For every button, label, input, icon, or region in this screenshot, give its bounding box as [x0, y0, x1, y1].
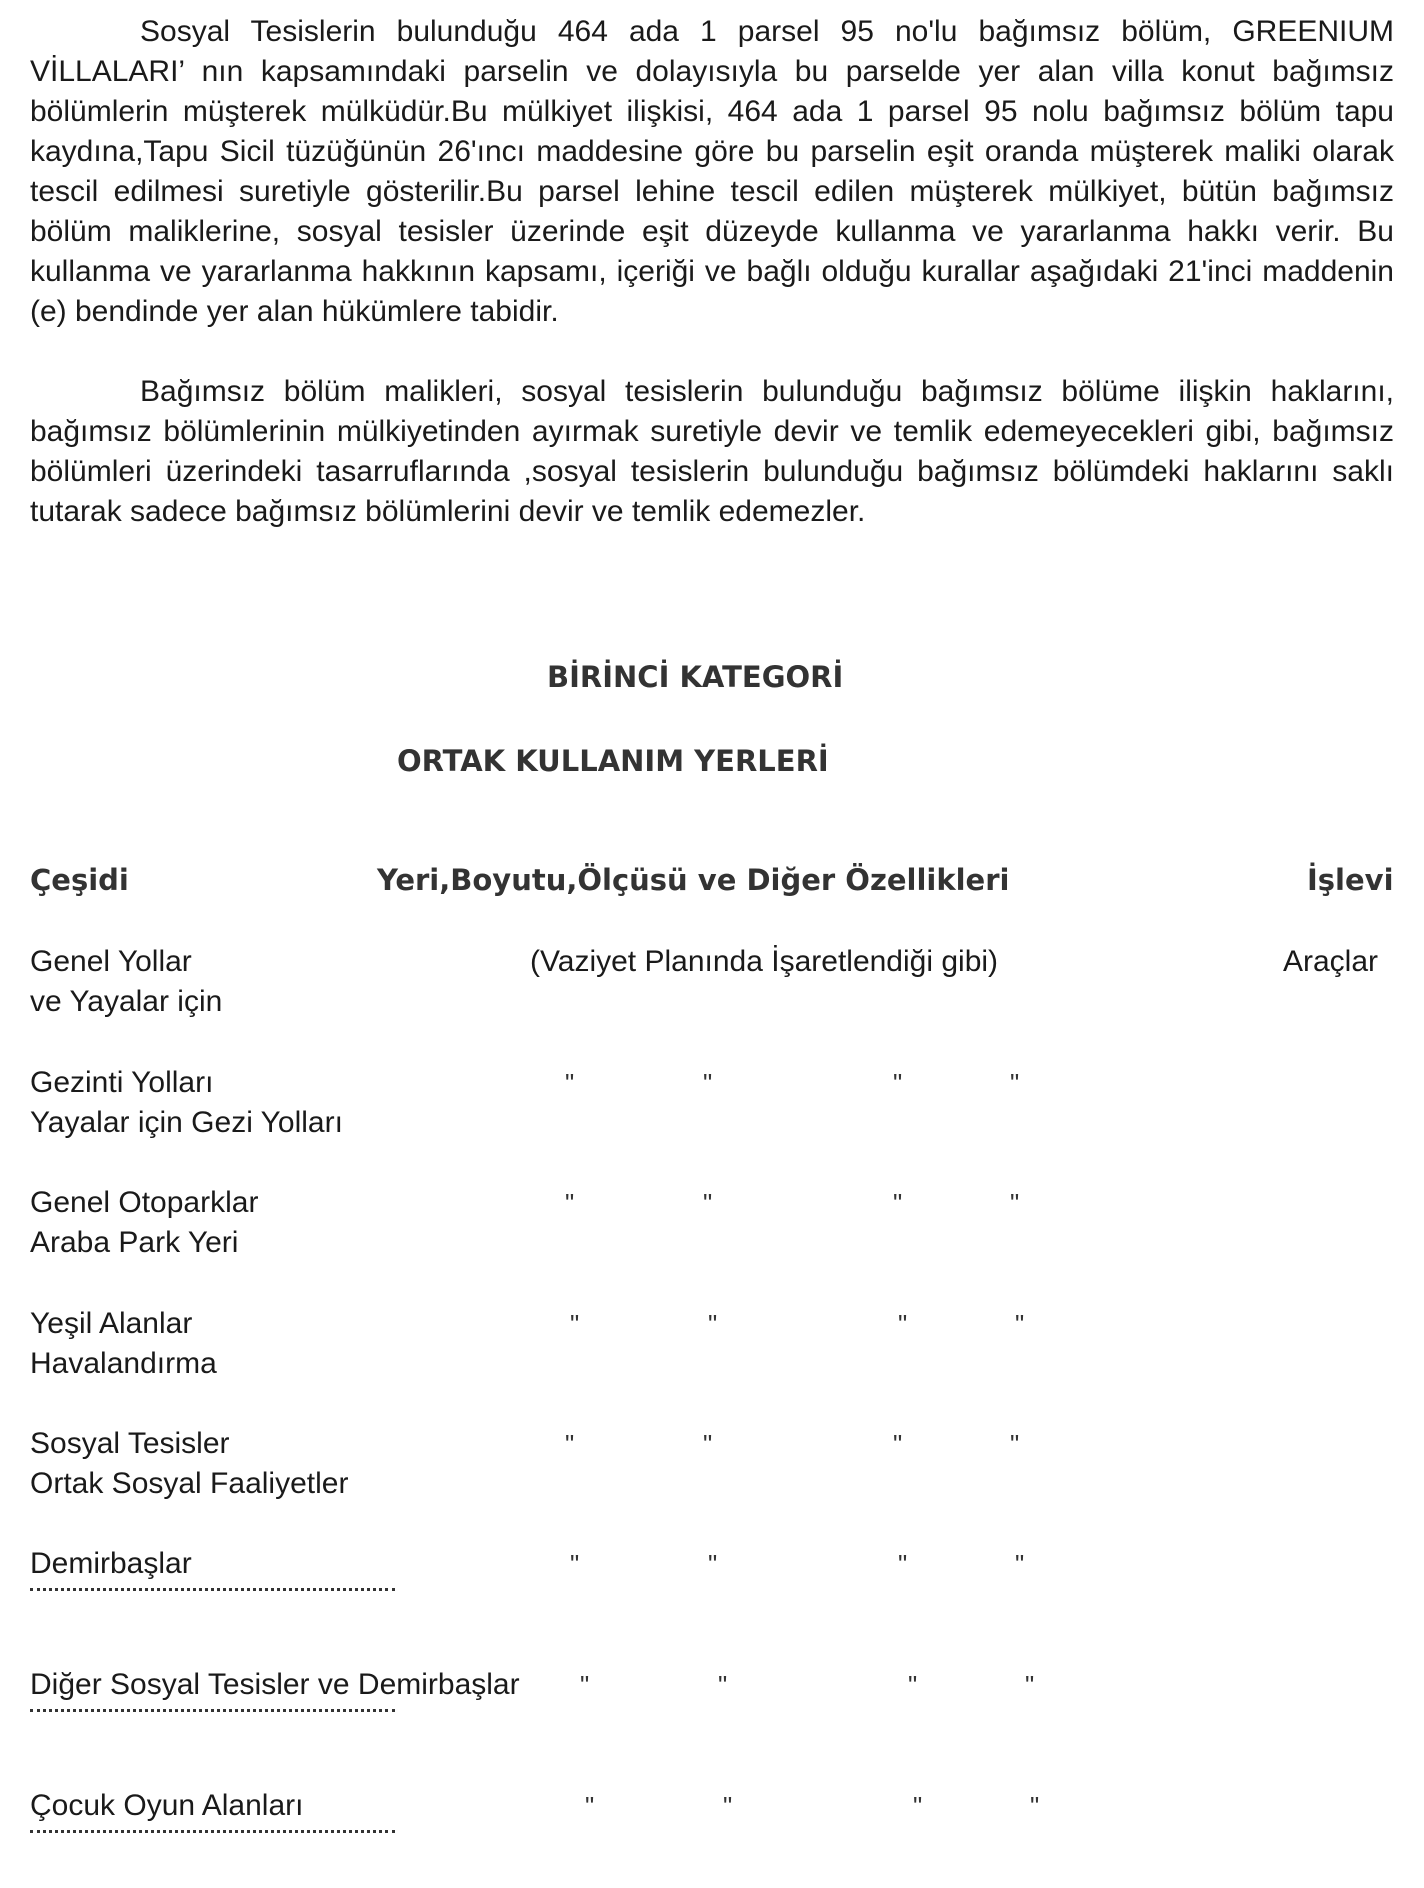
- ditto-mark: ": [913, 1791, 923, 1821]
- ditto-mark: ": [723, 1791, 733, 1821]
- ditto-mark: ": [708, 1549, 718, 1579]
- ditto-mark: ": [718, 1670, 728, 1700]
- ditto-mark: ": [570, 1309, 580, 1339]
- row-function: Araçlar: [1283, 945, 1379, 978]
- row-name-line2: ve Yayalar için: [30, 985, 223, 1018]
- row-name: [30, 1183, 258, 1263]
- row-name-line1: Gezinti Yolları: [30, 1066, 214, 1099]
- ditto-mark: ": [565, 1068, 575, 1098]
- dotted-fill-line: [30, 1588, 395, 1591]
- ditto-mark: ": [1015, 1549, 1025, 1579]
- ditto-mark: ": [580, 1670, 590, 1700]
- column-header-function: İşlevi: [1307, 863, 1394, 897]
- table-row: [30, 1183, 1410, 1283]
- ditto-mark: ": [893, 1429, 903, 1459]
- row-name-line1: Sosyal Tesisler: [30, 1427, 230, 1460]
- row-name: [30, 942, 222, 1022]
- table-row: [30, 1063, 1410, 1163]
- ditto-mark: ": [1010, 1188, 1020, 1218]
- table-row: [30, 1544, 1410, 1644]
- ditto-mark: ": [898, 1549, 908, 1579]
- row-name: [30, 1424, 348, 1504]
- ditto-mark: ": [1010, 1429, 1020, 1459]
- row-name-line1: Çocuk Oyun Alanları: [30, 1789, 304, 1822]
- row-name-line2: Havalandırma: [30, 1347, 217, 1380]
- row-name: [30, 1786, 303, 1826]
- ditto-mark: ": [703, 1429, 713, 1459]
- ditto-mark: ": [1010, 1068, 1020, 1098]
- row-name-line1: Genel Otoparklar: [30, 1186, 259, 1219]
- column-header-type: Çeşidi: [30, 863, 129, 897]
- row-name: [30, 1063, 343, 1143]
- row-name-line2: Ortak Sosyal Faaliyetler: [30, 1467, 349, 1500]
- row-name-line2: Araba Park Yeri: [30, 1226, 239, 1259]
- dotted-fill-line: [30, 1830, 395, 1833]
- row-name: [30, 1665, 520, 1705]
- ditto-mark: ": [565, 1188, 575, 1218]
- column-header-details: Yeri,Boyutu,Ölçüsü ve Diğer Özellikleri: [377, 863, 1010, 897]
- ditto-mark: ": [1025, 1670, 1035, 1700]
- row-name: [30, 1304, 217, 1384]
- row-name: [30, 1544, 192, 1584]
- ditto-mark: ": [893, 1068, 903, 1098]
- row-name-line1: Yeşil Alanlar: [30, 1307, 193, 1340]
- row-name-line1: Diğer Sosyal Tesisler ve Demirbaşlar: [30, 1668, 520, 1701]
- ditto-mark: ": [570, 1549, 580, 1579]
- ditto-mark: ": [1030, 1791, 1040, 1821]
- ditto-mark: ": [565, 1429, 575, 1459]
- table-row: [30, 1424, 1410, 1524]
- ditto-mark: ": [708, 1309, 718, 1339]
- ditto-mark: ": [1015, 1309, 1025, 1339]
- row-details: (Vaziyet Planında İşaretlendiği gibi): [530, 945, 999, 978]
- table-row: [30, 1786, 1410, 1886]
- paragraph-transfer-restrictions: Bağımsız bölüm malikleri, sosyal tesislerin bulunduğu bağımsız bölüme ilişkin haklarını, bağımsız bölümlerinin mülkiyetinden ayırmak suretiyle devir ve temlik edemeyecekleri gibi, bağımsız bölümleri üzerindeki tasarruflarında ,sosyal tesislerin bulunduğu bağımsız bölümdeki haklarını saklı tutarak sadece bağımsız bölümlerini devir ve temlik edemezler.: [30, 375, 1394, 528]
- row-name-line1: Demirbaşlar: [30, 1547, 192, 1580]
- paragraph-social-facilities-ownership: Sosyal Tesislerin bulunduğu 464 ada 1 parsel 95 no'lu bağımsız bölüm, GREENIUM VİLLALARI’ nın kapsamındaki parselin ve dolayısıyla bu parselde yer alan villa konut bağımsız bölümlerin müşterek mülküdür.Bu mülkiyet ilişkisi, 464 ada 1 parsel 95 nolu bağımsız bölüm tapu kaydına,Tapu Sicil tüzüğünün 26'ıncı maddesine göre bu parselin eşit oranda müşterek maliki olarak tescil edilmesi suretiyle gösterilir.Bu parsel lehine tescil edilen müşterek mülkiyet, bütün bağımsız bölüm maliklerine, sosyal tesisler üzerinde eşit düzeyde kullanma ve yararlanma hakkı verir. Bu kullanma ve yararlanma hakkının kapsamı, içeriği ve bağlı olduğu kurallar aşağıdaki 21'inci maddenin (e) bendinde yer alan hükümlere tabidir.: [30, 15, 1394, 328]
- ditto-mark: ": [703, 1068, 713, 1098]
- row-name-line2: Yayalar için Gezi Yolları: [30, 1106, 343, 1139]
- ditto-mark: ": [703, 1188, 713, 1218]
- dotted-fill-line: [30, 1709, 395, 1712]
- section-title: ORTAK KULLANIM YERLERİ: [397, 744, 829, 778]
- table-row: [30, 1665, 1410, 1765]
- table-row-general-roads: [30, 942, 1410, 1042]
- ditto-mark: ": [898, 1309, 908, 1339]
- category-title: BİRİNCİ KATEGORİ: [547, 660, 844, 694]
- table-row: [30, 1304, 1410, 1404]
- ditto-mark: ": [585, 1791, 595, 1821]
- ditto-mark: ": [893, 1188, 903, 1218]
- ditto-mark: ": [908, 1670, 918, 1700]
- row-name-line1: Genel Yollar: [30, 945, 192, 978]
